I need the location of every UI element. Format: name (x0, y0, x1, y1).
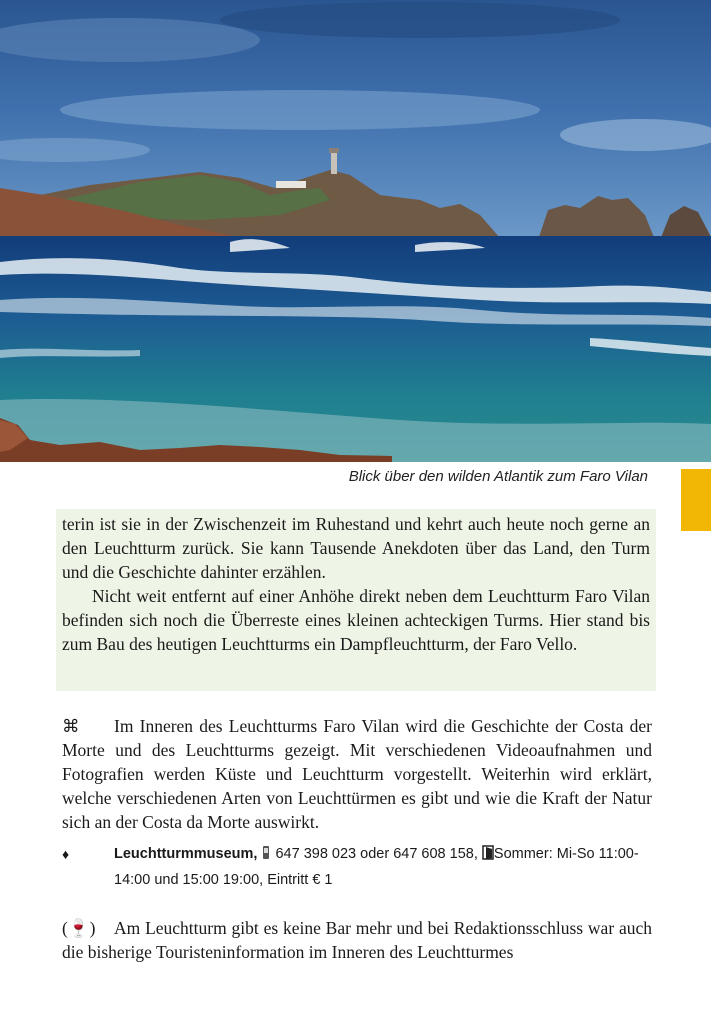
photo-caption: Blick über den wilden Atlantik zum Faro Vilan (348, 468, 648, 485)
door-icon (482, 844, 494, 868)
hero-photo (0, 0, 711, 462)
phone-icon (261, 844, 271, 868)
museum-text: Im Inneren des Leuchtturms Faro Vilan wird die Geschichte der Costa der Morte und des Leuchtturms gezeigt. Mit verschiedenen Videoaufnahmen und Fotografien werden Küste und Leuchtturm vorgestellt. Weiterhin wird erklärt, welche verschiedenen Arten von Leuchttürmen es gibt und wie die Kraft der Natur sich an der Costa da Morte auswirkt. (62, 716, 652, 832)
bar-text: Am Leuchtturm gibt es keine Bar mehr und bei Redaktionsschluss war auch die bisherige Touristeninformation im Inneren des Leuchtturmes (62, 918, 652, 962)
box-paragraph-2: Nicht weit entfernt auf einer Anhöhe direkt neben dem Leuchtturm Faro Vilan befinden sich noch die Überreste eines kleinen achteckigen Turms. Hier stand bis zum Bau des heutigen Leuchtturms ein Dampfleuchtturm, der Faro Vello. (62, 586, 650, 654)
coast-lighthouse-image (0, 0, 711, 462)
museum-phone: 647 398 023 oder 647 608 158, (275, 846, 478, 862)
chapter-tab-marker (681, 469, 711, 531)
box-paragraph-1: terin ist sie in der Zwischenzeit im Ruhestand und kehrt auch heute noch gerne an den Leuchtturm zurück. Sie kann Tausende Anekdoten über das Land, den Turm und die Geschichte dahinter erzählen. (62, 514, 650, 582)
highlight-box (56, 509, 656, 691)
museum-info (62, 842, 656, 892)
museum-hours: Sommer: Mi-So 11:00-14:00 und 15:00 19:00, Eintritt € 1 (114, 846, 639, 888)
wine-glass-icon: (🍷) (62, 918, 96, 938)
museum-symbol-icon: ⌘ (62, 716, 80, 736)
museum-section (62, 714, 652, 834)
diamond-bullet-icon: ♦ (62, 846, 70, 862)
bar-section (62, 916, 652, 964)
museum-name: Leuchtturmmuseum, (114, 846, 258, 862)
